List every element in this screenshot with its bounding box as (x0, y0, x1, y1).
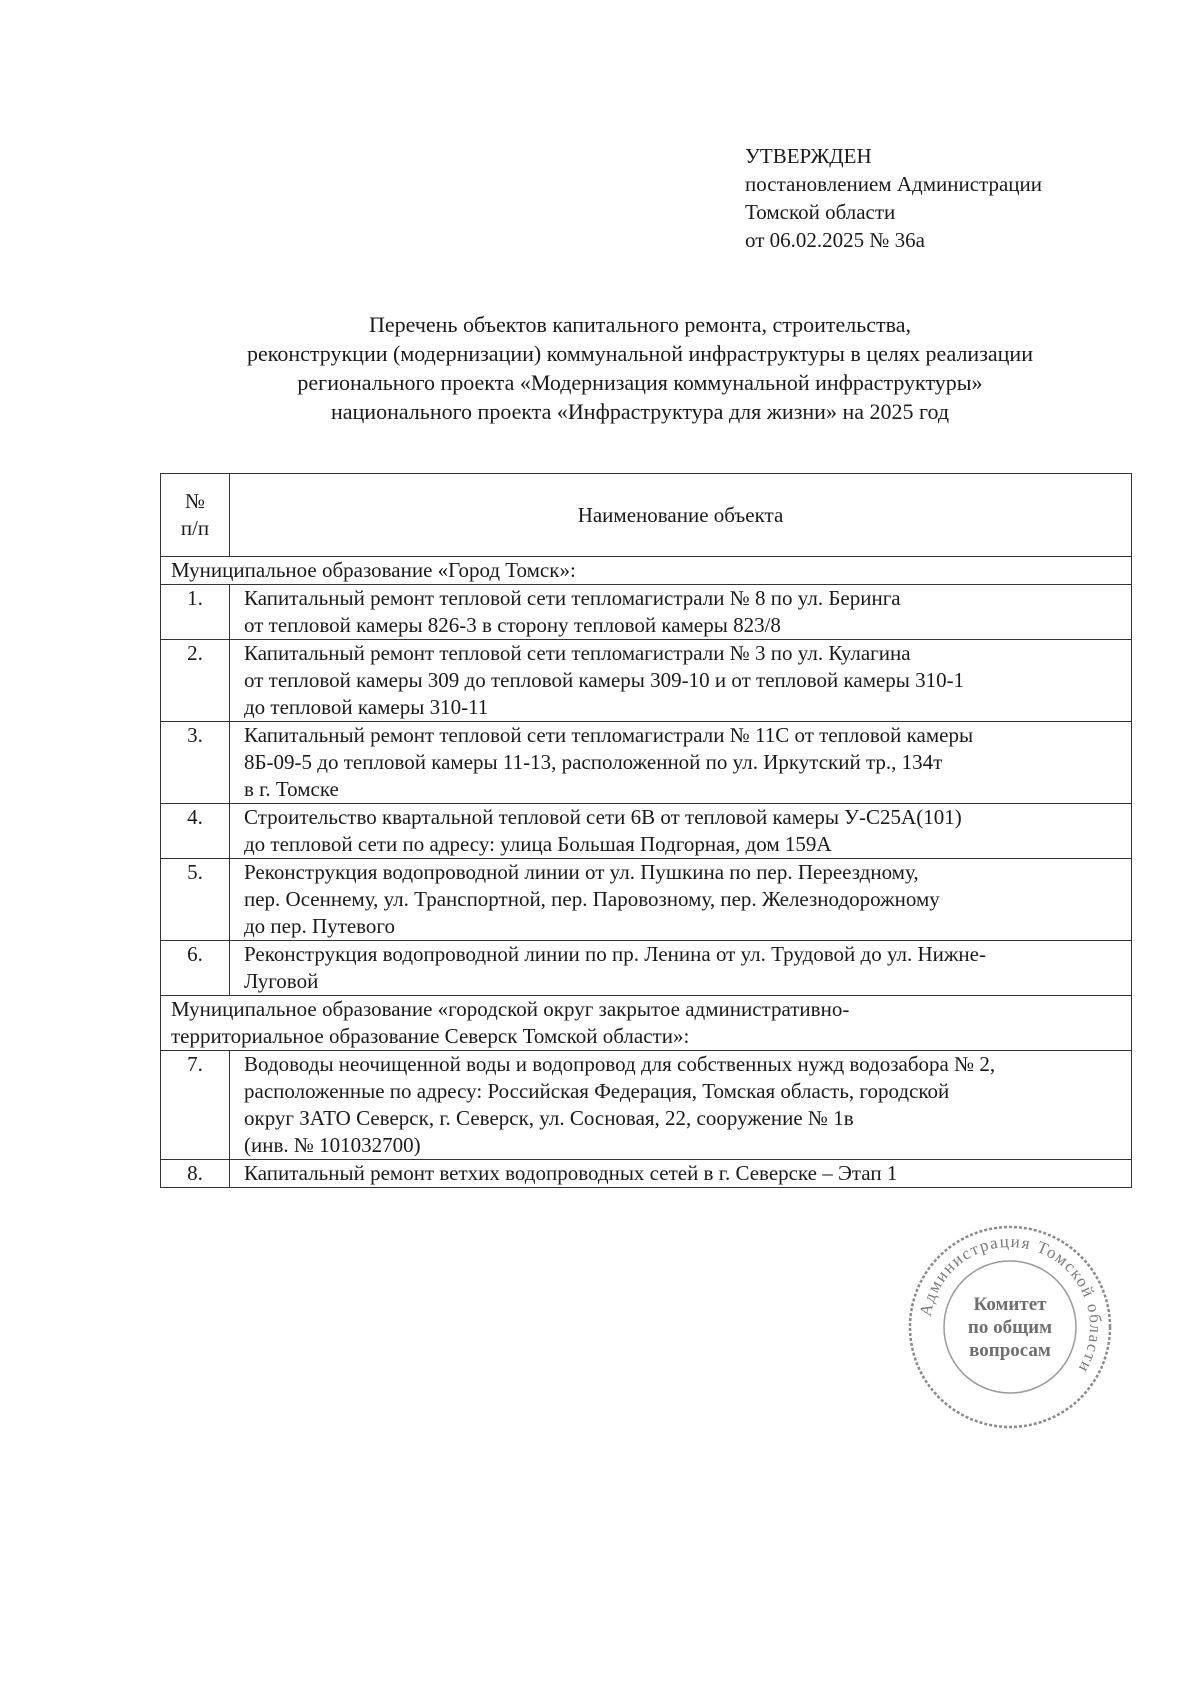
object-name-line: 8Б-09-5 до тепловой камеры 11-13, расположенной по ул. Иркутский тр., 134т (244, 750, 943, 774)
svg-text:Комитет: Комитет (973, 1294, 1047, 1315)
header-number: № п/п (161, 474, 230, 557)
approval-heading: УТВЕРЖДЕН (745, 144, 872, 168)
object-name (230, 1160, 1132, 1188)
table-row (161, 1160, 1132, 1188)
row-number: 7. (161, 1051, 230, 1160)
object-name-line: расположенные по адресу: Российская Федерация, Томская область, городской (244, 1079, 950, 1103)
group-row (161, 557, 1132, 585)
object-name (230, 640, 1132, 722)
object-name-line: в г. Томске (244, 777, 339, 801)
title-line: Перечень объектов капитального ремонта, строительства, (368, 312, 912, 337)
row-number: 6. (161, 941, 230, 996)
object-name-line: Капитальный ремонт тепловой сети тепломагистрали № 3 по ул. Кулагина (244, 641, 911, 665)
object-name (230, 941, 1132, 996)
table-row (161, 941, 1132, 996)
row-number: 4. (161, 804, 230, 859)
row-number: 2. (161, 640, 230, 722)
object-name-line: Реконструкция водопроводной линии по пр. Ленина от ул. Трудовой до ул. Нижне- (244, 942, 986, 966)
object-name-line: Капитальный ремонт ветхих водопроводных сетей в г. Северске – Этап 1 (244, 1161, 898, 1185)
approval-block (745, 142, 1042, 254)
object-name (230, 585, 1132, 640)
row-number: 5. (161, 859, 230, 941)
object-name (230, 859, 1132, 941)
object-name (230, 804, 1132, 859)
table-row (161, 585, 1132, 640)
object-name (230, 1051, 1132, 1160)
municipality-heading-line: Муниципальное образование «городской округ закрытое административно- (171, 997, 850, 1021)
municipality-heading-line: Муниципальное образование «Город Томск»: (171, 558, 576, 582)
municipality-heading (161, 557, 1132, 585)
svg-text:вопросам: вопросам (969, 1340, 1051, 1361)
table-row (161, 640, 1132, 722)
stamp-seal (905, 1222, 1115, 1432)
row-number: 1. (161, 585, 230, 640)
table-row (161, 722, 1132, 804)
municipality-heading (161, 996, 1132, 1051)
title-line: реконструкции (модернизации) коммунальной инфраструктуры в целях реализации (247, 341, 1033, 366)
object-name-line: Строительство квартальной тепловой сети 6В от тепловой камеры У-С25А(101) (244, 805, 962, 829)
object-name-line: Луговой (244, 969, 319, 993)
svg-text:по общим: по общим (967, 1317, 1053, 1338)
approval-line: Томской области (745, 200, 896, 224)
group-row (161, 996, 1132, 1051)
object-name-line: до тепловой сети по адресу: улица Большая Подгорная, дом 159А (244, 832, 832, 856)
table-row (161, 1051, 1132, 1160)
object-name-line: Капитальный ремонт тепловой сети тепломагистрали № 8 по ул. Беринга (244, 586, 901, 610)
municipality-heading-line: территориальное образование Северск Томской области»: (171, 1024, 690, 1048)
table-row (161, 859, 1132, 941)
header-object-name: Наименование объекта (230, 474, 1132, 557)
approval-line: постановлением Администрации (745, 172, 1042, 196)
document-title (150, 310, 1130, 426)
approval-date-number: от 06.02.2025 № 36а (745, 228, 926, 252)
objects-table (160, 473, 1132, 1188)
object-name-line: округ ЗАТО Северск, г. Северск, ул. Сосновая, 22, сооружение № 1в (244, 1106, 854, 1130)
row-number: 3. (161, 722, 230, 804)
title-line: регионального проекта «Модернизация коммунальной инфраструктуры» (297, 370, 983, 395)
object-name-line: Водоводы неочищенной воды и водопровод для собственных нужд водозабора № 2, (244, 1052, 996, 1076)
object-name-line: (инв. № 101032700) (244, 1133, 421, 1157)
object-name-line: от тепловой камеры 826-3 в сторону тепловой камеры 823/8 (244, 613, 781, 637)
object-name (230, 722, 1132, 804)
object-name-line: Реконструкция водопроводной линии от ул. Пушкина по пер. Переездному, (244, 860, 919, 884)
table-body (161, 557, 1132, 1188)
svg-text:Администрация Томской области: Администрация Томской области (915, 1231, 1106, 1377)
table-row (161, 804, 1132, 859)
object-name-line: пер. Осеннему, ул. Транспортной, пер. Паровозному, пер. Железнодорожному (244, 887, 940, 911)
object-name-line: до пер. Путевого (244, 914, 396, 938)
title-line: национального проекта «Инфраструктура для жизни» на 2025 год (330, 399, 950, 424)
row-number: 8. (161, 1160, 230, 1188)
table-header-row (161, 474, 1132, 557)
object-name-line: Капитальный ремонт тепловой сети тепломагистрали № 11С от тепловой камеры (244, 723, 974, 747)
object-name-line: до тепловой камеры 310-11 (244, 695, 489, 719)
object-name-line: от тепловой камеры 309 до тепловой камеры 309-10 и от тепловой камеры 310-1 (244, 668, 965, 692)
